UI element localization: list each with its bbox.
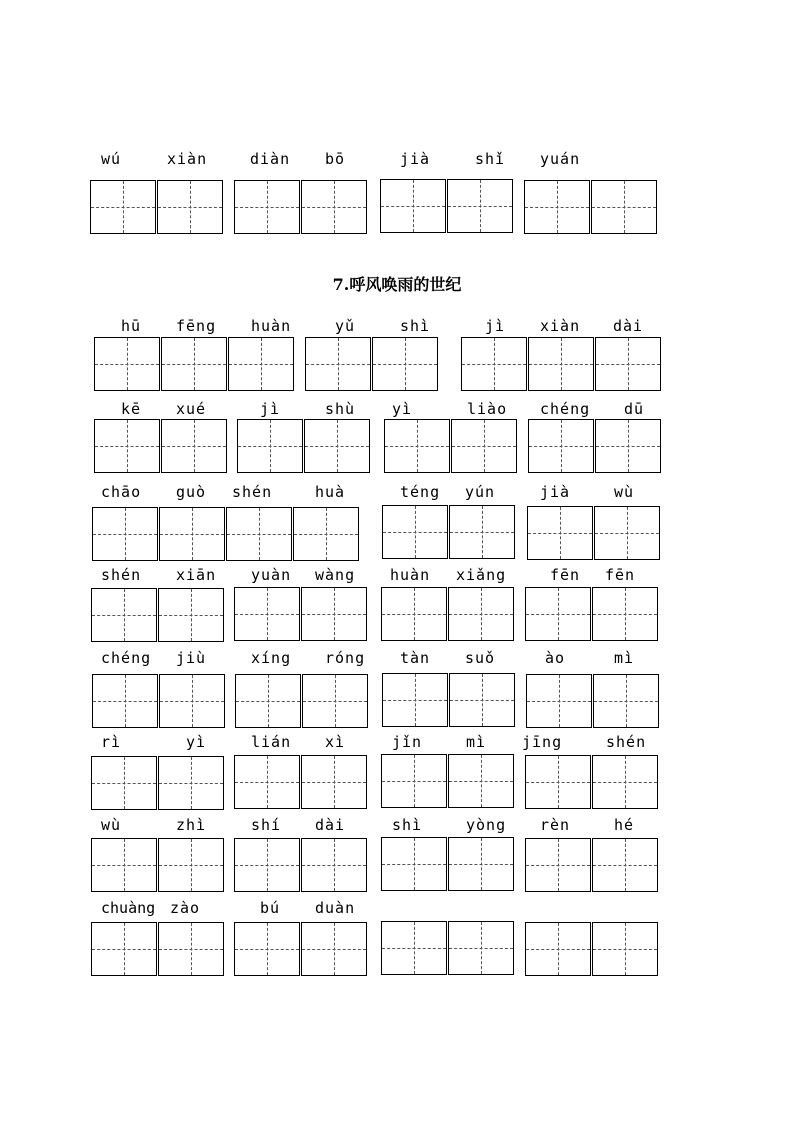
character-box[interactable] [382,673,448,727]
character-box[interactable] [526,674,592,728]
character-box[interactable] [525,838,591,892]
character-box[interactable] [235,674,301,728]
word-box-group [235,674,369,728]
character-box[interactable] [91,756,157,810]
pinyin-label: liào [467,400,508,418]
character-box[interactable] [92,507,158,561]
pinyin-label: chāo [101,483,142,501]
character-box[interactable] [592,587,658,641]
character-box[interactable] [382,505,448,559]
character-box[interactable] [91,922,157,976]
pinyin-label: jià [400,150,431,168]
pinyin-label: fēn [550,566,581,584]
character-box[interactable] [528,337,594,391]
pinyin-label: rì [101,733,122,751]
pinyin-label: shén [232,483,273,501]
character-box[interactable] [234,755,300,809]
pinyin-label: shén [606,733,647,751]
pinyin-label: yuàn [251,566,292,584]
character-box[interactable] [525,587,591,641]
character-box[interactable] [91,838,157,892]
word-box-group [234,180,368,234]
character-box[interactable] [591,180,657,234]
character-box[interactable] [234,838,300,892]
pinyin-label: dài [315,816,346,834]
pinyin-label: shù [325,400,356,418]
character-box[interactable] [592,838,658,892]
pinyin-label: dài [613,317,644,335]
character-box[interactable] [524,180,590,234]
pinyin-label: shǐ [475,150,506,168]
character-box[interactable] [448,837,514,891]
word-box-group [94,419,228,473]
word-box-group [91,756,225,810]
pinyin-label: xiàn [540,317,581,335]
character-box[interactable] [592,922,658,976]
word-box-group [90,180,224,234]
character-box[interactable] [448,921,514,975]
character-box[interactable] [381,587,447,641]
pinyin-label: yòng [466,816,507,834]
pinyin-label: jià [540,483,571,501]
pinyin-label: yì [392,400,413,418]
pinyin-label: jiù [176,649,207,667]
character-box[interactable] [595,419,661,473]
pinyin-label: lián [251,733,292,751]
pinyin-label: yuán [540,150,581,168]
character-box[interactable] [301,587,367,641]
pinyin-label: tàn [400,649,431,667]
word-box-group [381,587,515,641]
character-box[interactable] [525,922,591,976]
character-box[interactable] [159,674,225,728]
pinyin-label: róng [325,649,366,667]
character-box[interactable] [301,922,367,976]
character-box[interactable] [158,588,224,642]
pinyin-label: zào [170,899,201,917]
pinyin-label: yǔ [335,317,356,335]
character-box[interactable] [157,180,223,234]
character-box[interactable] [228,337,294,391]
pinyin-label: bú [260,899,281,917]
pinyin-label: xíng [251,649,292,667]
character-box[interactable] [234,180,300,234]
pinyin-label: shí [251,816,282,834]
pinyin-label: xì [325,733,346,751]
character-box[interactable] [158,756,224,810]
character-box[interactable] [234,587,300,641]
word-box-group [234,587,368,641]
character-box[interactable] [525,755,591,809]
character-box[interactable] [293,507,359,561]
character-box[interactable] [384,419,450,473]
pinyin-label: chéng [540,400,591,418]
pinyin-label: kē [121,400,142,418]
pinyin-label: guò [176,483,207,501]
character-box[interactable] [237,419,303,473]
pinyin-label: mì [466,733,487,751]
word-box-group [525,838,659,892]
word-box-group [461,337,662,391]
word-box-group [528,419,662,473]
pinyin-label: yì [186,733,207,751]
character-box[interactable] [161,337,227,391]
word-box-group [91,588,225,642]
pinyin-label: bō [325,150,346,168]
pinyin-label: hé [614,816,635,834]
pinyin-label: shì [400,317,431,335]
pinyin-label: suǒ [465,649,496,667]
word-box-group [525,755,659,809]
character-box[interactable] [158,922,224,976]
pinyin-label: zhì [176,816,207,834]
pinyin-label: fēng [176,317,217,335]
character-box[interactable] [159,507,225,561]
character-box[interactable] [449,673,515,727]
character-box[interactable] [594,506,660,560]
character-box[interactable] [226,507,292,561]
character-box[interactable] [528,419,594,473]
pinyin-label: wù [101,816,122,834]
word-box-group [381,754,515,808]
word-box-group [527,506,661,560]
character-box[interactable] [595,337,661,391]
character-box[interactable] [161,419,227,473]
pinyin-label: xué [176,400,207,418]
word-box-group [382,505,516,559]
word-box-group [525,587,659,641]
character-box[interactable] [305,337,371,391]
pinyin-label: rèn [540,816,571,834]
pinyin-label: wù [614,483,635,501]
pinyin-label: ào [545,649,566,667]
pinyin-label: jì [485,317,506,335]
pinyin-label: dū [624,400,645,418]
character-box[interactable] [304,419,370,473]
pinyin-label: shén [101,566,142,584]
pinyin-label: wú [101,150,122,168]
word-box-group [91,838,225,892]
character-box[interactable] [94,337,160,391]
pinyin-label: diàn [250,150,291,168]
lesson-title: 7.呼风唤雨的世纪 [332,275,462,294]
pinyin-label: jì [260,400,281,418]
word-box-group [234,922,368,976]
word-box-group [92,507,360,561]
character-box[interactable] [301,755,367,809]
character-box[interactable] [94,419,160,473]
character-box[interactable] [90,180,156,234]
pinyin-label: jīng [522,733,563,751]
pinyin-label: huàn [251,317,292,335]
character-box[interactable] [301,180,367,234]
character-box[interactable] [381,754,447,808]
character-box[interactable] [447,179,513,233]
character-box[interactable] [449,505,515,559]
pinyin-label: xiān [176,566,217,584]
character-box[interactable] [448,587,514,641]
word-box-group [380,179,514,233]
word-box-group [305,337,439,391]
pinyin-label: yún [465,483,496,501]
character-box[interactable] [448,754,514,808]
character-box[interactable] [527,506,593,560]
pinyin-label: téng [400,483,441,501]
character-box[interactable] [380,179,446,233]
word-box-group [94,337,295,391]
pinyin-label: huà [315,483,346,501]
word-box-group [381,837,515,891]
pinyin-label: wàng [315,566,356,584]
pinyin-label: duàn [315,899,356,917]
word-box-group [237,419,371,473]
word-box-group [526,674,660,728]
pinyin-label: fēn [605,566,636,584]
character-box[interactable] [158,838,224,892]
word-box-group [381,921,515,975]
character-box[interactable] [593,674,659,728]
word-box-group [91,922,225,976]
pinyin-label: mì [614,649,635,667]
character-box[interactable] [381,837,447,891]
character-box[interactable] [302,674,368,728]
character-box[interactable] [451,419,517,473]
pinyin-label: chuàng [101,899,156,917]
character-box[interactable] [234,922,300,976]
pinyin-label: chéng [101,649,152,667]
pinyin-label: xiàn [167,150,208,168]
character-box[interactable] [301,838,367,892]
pinyin-label: huàn [390,566,431,584]
word-box-group [384,419,518,473]
character-box[interactable] [91,588,157,642]
word-box-group [525,922,659,976]
character-box[interactable] [381,921,447,975]
pinyin-label: hū [121,317,142,335]
pinyin-label: shì [392,816,423,834]
word-box-group [92,674,226,728]
character-box[interactable] [372,337,438,391]
pinyin-label: jǐn [392,733,423,751]
word-box-group [524,180,658,234]
word-box-group [234,838,368,892]
character-box[interactable] [461,337,527,391]
word-box-group [234,755,368,809]
word-box-group [382,673,516,727]
character-box[interactable] [92,674,158,728]
character-box[interactable] [592,755,658,809]
pinyin-label: xiǎng [456,566,507,584]
